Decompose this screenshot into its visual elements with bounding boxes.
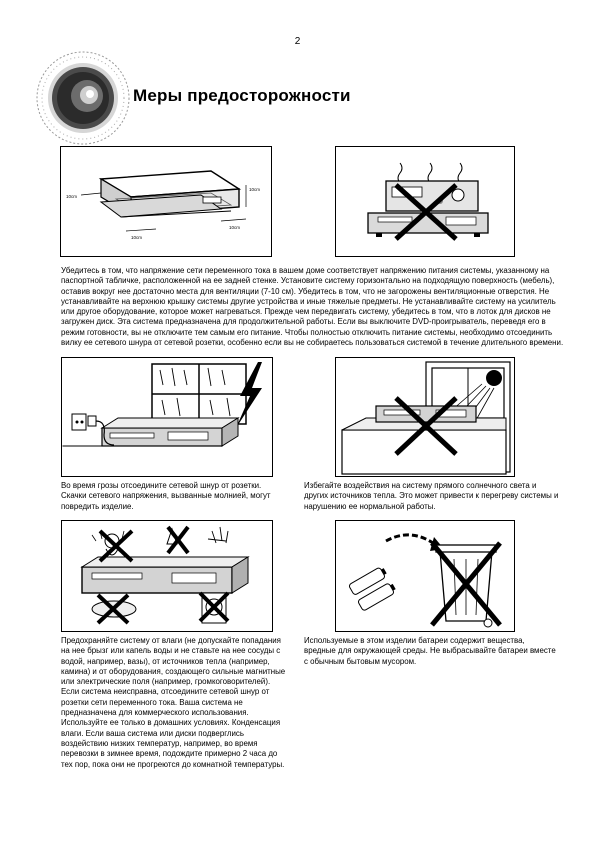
no-amplifier-illustration bbox=[335, 146, 515, 257]
dimension-label-top: 10cm bbox=[249, 187, 261, 192]
storm-caption: Во время грозы отсоедините сетевой шнур от розетки. Скачки сетевого напряжения, вызванные молнией, могут повредить изделие. bbox=[61, 481, 271, 511]
ventilation-illustration bbox=[60, 146, 272, 257]
page-number: 2 bbox=[294, 36, 301, 47]
moisture-illustration bbox=[61, 520, 273, 632]
sunlight-illustration bbox=[335, 357, 515, 477]
battery-disposal-illustration bbox=[335, 520, 515, 632]
storm-illustration bbox=[61, 357, 273, 477]
moisture-caption: Предохраняйте систему от влаги (не допускайте попадания на нее брызг или капель воды и не ставьте на нее сосуды с водой, например, вазы), от источников тепла (например, камина) и от оборудования, создающего сильные магнитные или электрические поля (например, громкоговорителей). Если система неисправна, отсоедините сетевой шнур от розетки сети переменного тока. Ваша система не предназначена для коммерческого использования. Используйте ее только в домашних условиях. Конденсация влаги. Если ваша система или диски подверглись воздействию низких температур, например, во время перевозки в зимнее время, подождите примерно 2 часа до тех пор, пока они не прогреются до комнатной температуры. bbox=[61, 636, 286, 769]
dimension-label-front: 10cm bbox=[131, 235, 143, 240]
sun-caption: Избегайте воздействия на систему прямого солнечного света и других источников тепла. Это может привести к перегреву системы и нарушению ее нормальной работы. bbox=[304, 481, 559, 511]
battery-caption: Используемые в этом изделии батареи содержит вещества, вредные для окружающей среды. Не выбрасывайте батареи вместе с обычным бытовым мусором. bbox=[304, 636, 556, 666]
page-title: Меры предосторожности bbox=[133, 86, 351, 105]
speaker-logo bbox=[33, 48, 133, 148]
intro-paragraph: Убедитесь в том, что напряжение сети переменного тока в вашем доме соответствует напряжению питания системы, указанному на паспортной табличке, расположенной на ее задней стенке. Установите систему горизонтально на подходящую поверхность (мебель), оставив вокруг нее достаточно места для вентиляции (7-10 см). Убедитесь в том, что не загорожены вентиляционные отверстия. Не устанавливайте на верхнюю крышку системы другие устройства и иные тяжелые предметы. Не устанавливайте систему на усилитель или другое оборудование, которое может нагреваться. Прежде чем передвигать систему, убедитесь в том, что в лоток для дисков не загружен диск. Эта система предназначена для продолжительной работы. Если вы выключите DVD-проигрыватель, переведя его в режим готовности, вы не отключите тем самым его питание. Чтобы полностью отключить питание системы, необходимо отсоединить вилку ее сетевого шнура от сетевой розетки, особенно если вы не собираетесь пользоваться системой в течение длительного времени. bbox=[61, 266, 564, 348]
dimension-label-back: 10cm bbox=[229, 225, 241, 230]
dimension-label-side: 10cm bbox=[66, 194, 78, 199]
